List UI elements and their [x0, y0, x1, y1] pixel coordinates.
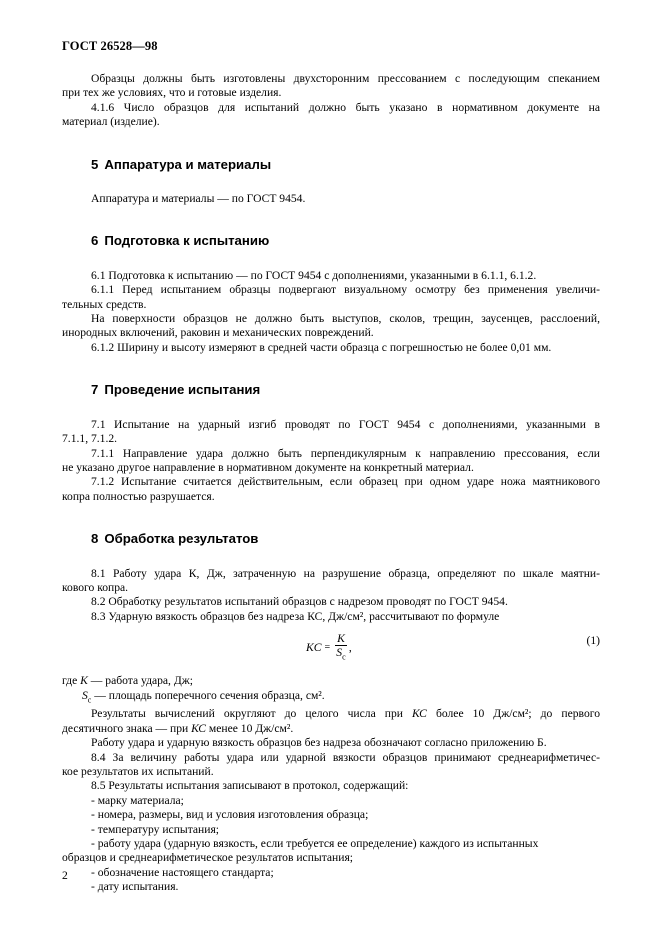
section-8-paragraph-6-line-2: кое результатов их испытаний. — [62, 764, 214, 778]
section-8-paragraph-5: Работу удара и ударную вязкость образцов без надреза обозначают согласно приложению Б. — [91, 736, 547, 750]
formula-denominator: $S_с$ — [336, 646, 346, 662]
formula-1 — [62, 630, 600, 668]
section-8-paragraph-6-line-1: 8.4 За величину работы удара или ударной вязкости образцов принимают среднеарифметичес- — [91, 750, 600, 764]
formula-lhs: KC — [306, 640, 322, 654]
section-8-paragraph-1-line-1: 8.1 Работу удара К, Дж, затраченную на разрушение образца, определяют по шкале маятни- — [91, 566, 600, 580]
section-7-paragraph-1-line-1: 7.1 Испытание на ударный изгиб проводят по ГОСТ 9454 с дополнениями, указанными в — [91, 417, 600, 431]
section-5-text: Аппаратура и материалы — по ГОСТ 9454. — [91, 192, 306, 206]
intro-paragraph-2-line-1: 4.1.6 Число образцов для испытаний должно быть указано в нормативном документе на — [91, 100, 600, 114]
document-header: ГОСТ 26528—98 — [62, 39, 158, 53]
section-5-title: Аппаратура и материалы — [104, 156, 272, 172]
list-item: - номера, размеры, вид и условия изготовления образца; — [91, 808, 369, 822]
section-7-paragraph-2-line-1: 7.1.1 Направление удара должно быть перпендикулярным к направлению прессования, если — [91, 446, 600, 460]
section-6-paragraph-2-line-1: 6.1.1 Перед испытанием образцы подвергают визуальному осмотру без применения увеличи- — [91, 283, 600, 297]
list-item: - работу удара (ударную вязкость, если требуется ее определение) каждого из испытанных — [91, 836, 539, 850]
formula-expression — [306, 632, 352, 663]
intro-paragraph-2-line-2: материал (изделие). — [62, 115, 160, 129]
where-s-line: $S_с$ — площадь поперечного сечения образца, см². — [82, 688, 325, 704]
section-8-paragraph-2: 8.2 Обработку результатов испытаний образцов с надрезом проводят по ГОСТ 9454. — [91, 595, 508, 609]
section-7-paragraph-1-line-2: 7.1.1, 7.1.2. — [62, 432, 118, 446]
document-body — [62, 72, 600, 895]
list-item: - обозначение настоящего стандарта; — [91, 865, 274, 879]
section-6-title: Подготовка к испытанию — [104, 233, 270, 249]
section-7-paragraph-3-line-1: 7.1.2 Испытание считается действительным, если образец при одном ударе ножа маятникового — [91, 475, 600, 489]
section-6-paragraph-3-line-2: инородных включений, раковин и механических повреждений. — [62, 326, 374, 340]
section-8-number: 8 — [91, 531, 99, 547]
section-6-paragraph-3-line-1: На поверхности образцов не должно быть выступов, сколов, трещин, заусенцев, расслоений, — [91, 312, 600, 326]
section-8-heading — [91, 532, 600, 546]
page-number: 2 — [62, 869, 68, 882]
section-7-heading — [91, 383, 600, 397]
formula-number: (1) — [586, 634, 600, 648]
section-8-paragraph-1-line-2: кового копра. — [62, 580, 129, 594]
list-item: - марку материала; — [91, 793, 184, 807]
formula-equals: = — [324, 641, 331, 653]
section-8-paragraph-4-line-1: Результаты вычислений округляют до целого числа при КС более 10 Дж/см²; до первого — [91, 707, 601, 721]
formula-comma: , — [348, 640, 352, 654]
section-6-paragraph-2-line-2: тельных средств. — [62, 297, 147, 311]
section-7-paragraph-2-line-2: не указано другое направление в нормативном документе на конкретный материал. — [62, 460, 474, 474]
formula-fraction — [335, 632, 347, 663]
where-k-line: где K — работа удара, Дж; — [62, 674, 193, 688]
where-k-symbol: K — [80, 674, 88, 688]
intro-paragraph-1-line-1: Образцы должны быть изготовлены двухсторонним прессованием с последующим спеканием — [91, 72, 600, 85]
section-6-number: 6 — [91, 233, 99, 249]
section-8-title: Обработка результатов — [104, 531, 259, 547]
intro-paragraph-1-line-2: при тех же условиях, что и готовые изделия. — [62, 86, 282, 100]
section-7-number: 7 — [91, 382, 99, 398]
formula-numerator: K — [337, 632, 345, 646]
section-7-paragraph-3-line-2: копра полностью разрушается. — [62, 489, 215, 503]
section-6-heading — [91, 234, 600, 248]
list-item-continuation: образцов и среднеарифметическое результатов испытания; — [62, 851, 354, 865]
section-8-paragraph-3: 8.3 Ударную вязкость образцов без надреза КС, Дж/см², рассчитывают по формуле — [91, 609, 500, 623]
section-5-number: 5 — [91, 156, 99, 172]
section-8-paragraph-4-line-2: десятичного знака — при КС менее 10 Дж/см². — [62, 721, 294, 735]
where-s-symbol: S — [82, 688, 88, 702]
section-5-heading — [91, 158, 600, 172]
section-7-title: Проведение испытания — [104, 382, 261, 398]
section-6-paragraph-1: 6.1 Подготовка к испытанию — по ГОСТ 9454 с дополнениями, указанными в 6.1.1, 6.1.2. — [91, 268, 537, 282]
section-8-paragraph-7: 8.5 Результаты испытания записывают в протокол, содержащий: — [91, 779, 409, 793]
list-item: - дату испытания. — [91, 880, 179, 894]
section-6-paragraph-4: 6.1.2 Ширину и высоту измеряют в средней части образца с погрешностью не более 0,01 мм. — [91, 340, 552, 354]
list-item: - температуру испытания; — [91, 822, 220, 836]
